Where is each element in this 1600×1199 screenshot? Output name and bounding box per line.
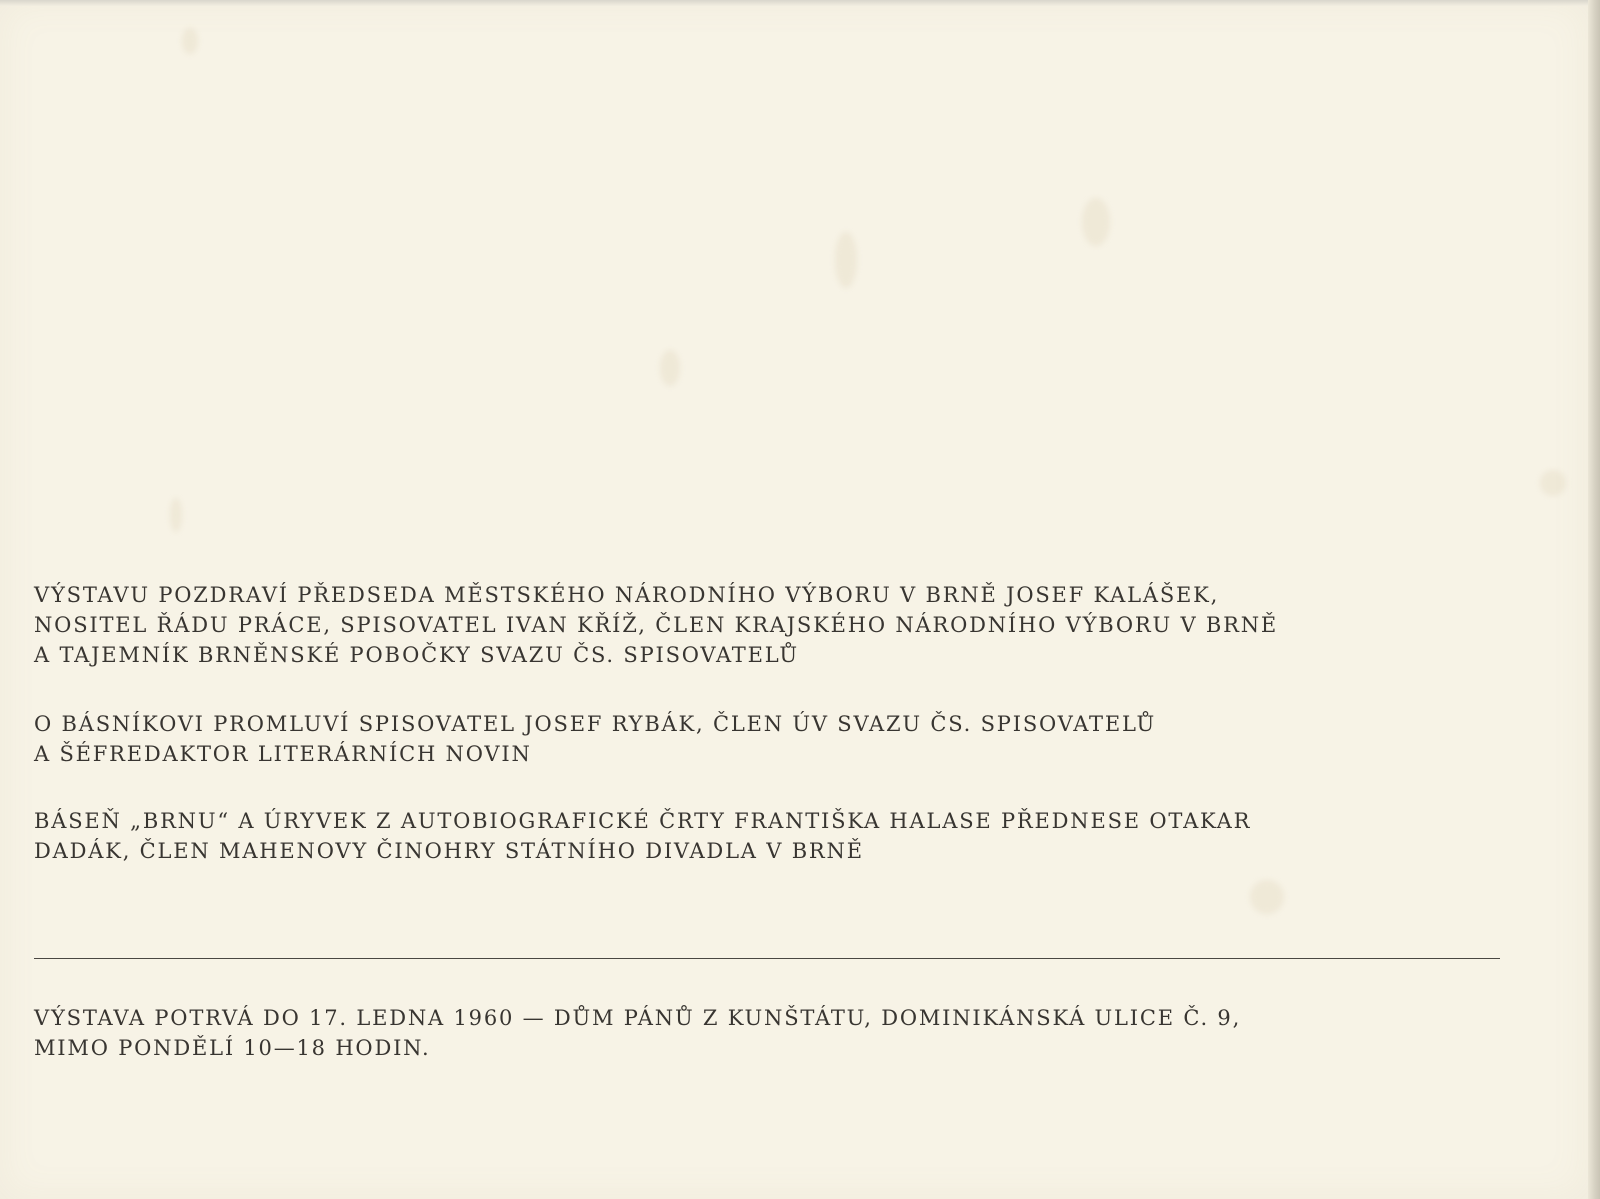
text-line: A ŠÉFREDAKTOR LITERÁRNÍCH NOVIN <box>34 742 532 766</box>
text-line: O BÁSNÍKOVI PROMLUVÍ SPISOVATEL JOSEF RYBÁK, ČLEN ÚV SVAZU ČS. SPISOVATELŮ <box>34 712 1157 736</box>
paper-stain <box>660 350 680 386</box>
welcome-paragraph <box>34 580 1504 670</box>
text-line: NOSITEL ŘÁDU PRÁCE, SPISOVATEL IVAN KŘÍŽ, ČLEN KRAJSKÉHO NÁRODNÍHO VÝBORU V BRNĚ <box>34 613 1279 637</box>
recitation-paragraph <box>34 806 1504 866</box>
paper-stain <box>1082 198 1110 246</box>
paper-stain <box>835 232 857 288</box>
speaker-paragraph <box>34 709 1504 769</box>
text-line: BÁSEŇ „BRNU“ A ÚRYVEK Z AUTOBIOGRAFICKÉ ČRTY FRANTIŠKA HALASE PŘEDNESE OTAKAR <box>34 809 1252 833</box>
paper-right-edge <box>1588 0 1600 1199</box>
paper-stain <box>1250 880 1284 914</box>
paper-stain <box>170 498 182 532</box>
text-line: A TAJEMNÍK BRNĚNSKÉ POBOČKY SVAZU ČS. SPISOVATELŮ <box>34 643 799 667</box>
exhibition-footer <box>34 1003 1504 1063</box>
horizontal-rule <box>34 958 1500 959</box>
paper-stain <box>182 28 198 54</box>
paper-stain <box>1540 470 1566 496</box>
paper-top-edge <box>0 0 1600 6</box>
text-line: VÝSTAVU POZDRAVÍ PŘEDSEDA MĚSTSKÉHO NÁRODNÍHO VÝBORU V BRNĚ JOSEF KALÁŠEK, <box>34 583 1220 607</box>
text-line: DADÁK, ČLEN MAHENOVY ČINOHRY STÁTNÍHO DIVADLA V BRNĚ <box>34 839 864 863</box>
text-line: MIMO PONDĚLÍ 10—18 HODIN. <box>34 1036 431 1060</box>
text-line: VÝSTAVA POTRVÁ DO 17. LEDNA 1960 — DŮM PÁNŮ Z KUNŠTÁTU, DOMINIKÁNSKÁ ULICE Č. 9, <box>34 1006 1242 1030</box>
